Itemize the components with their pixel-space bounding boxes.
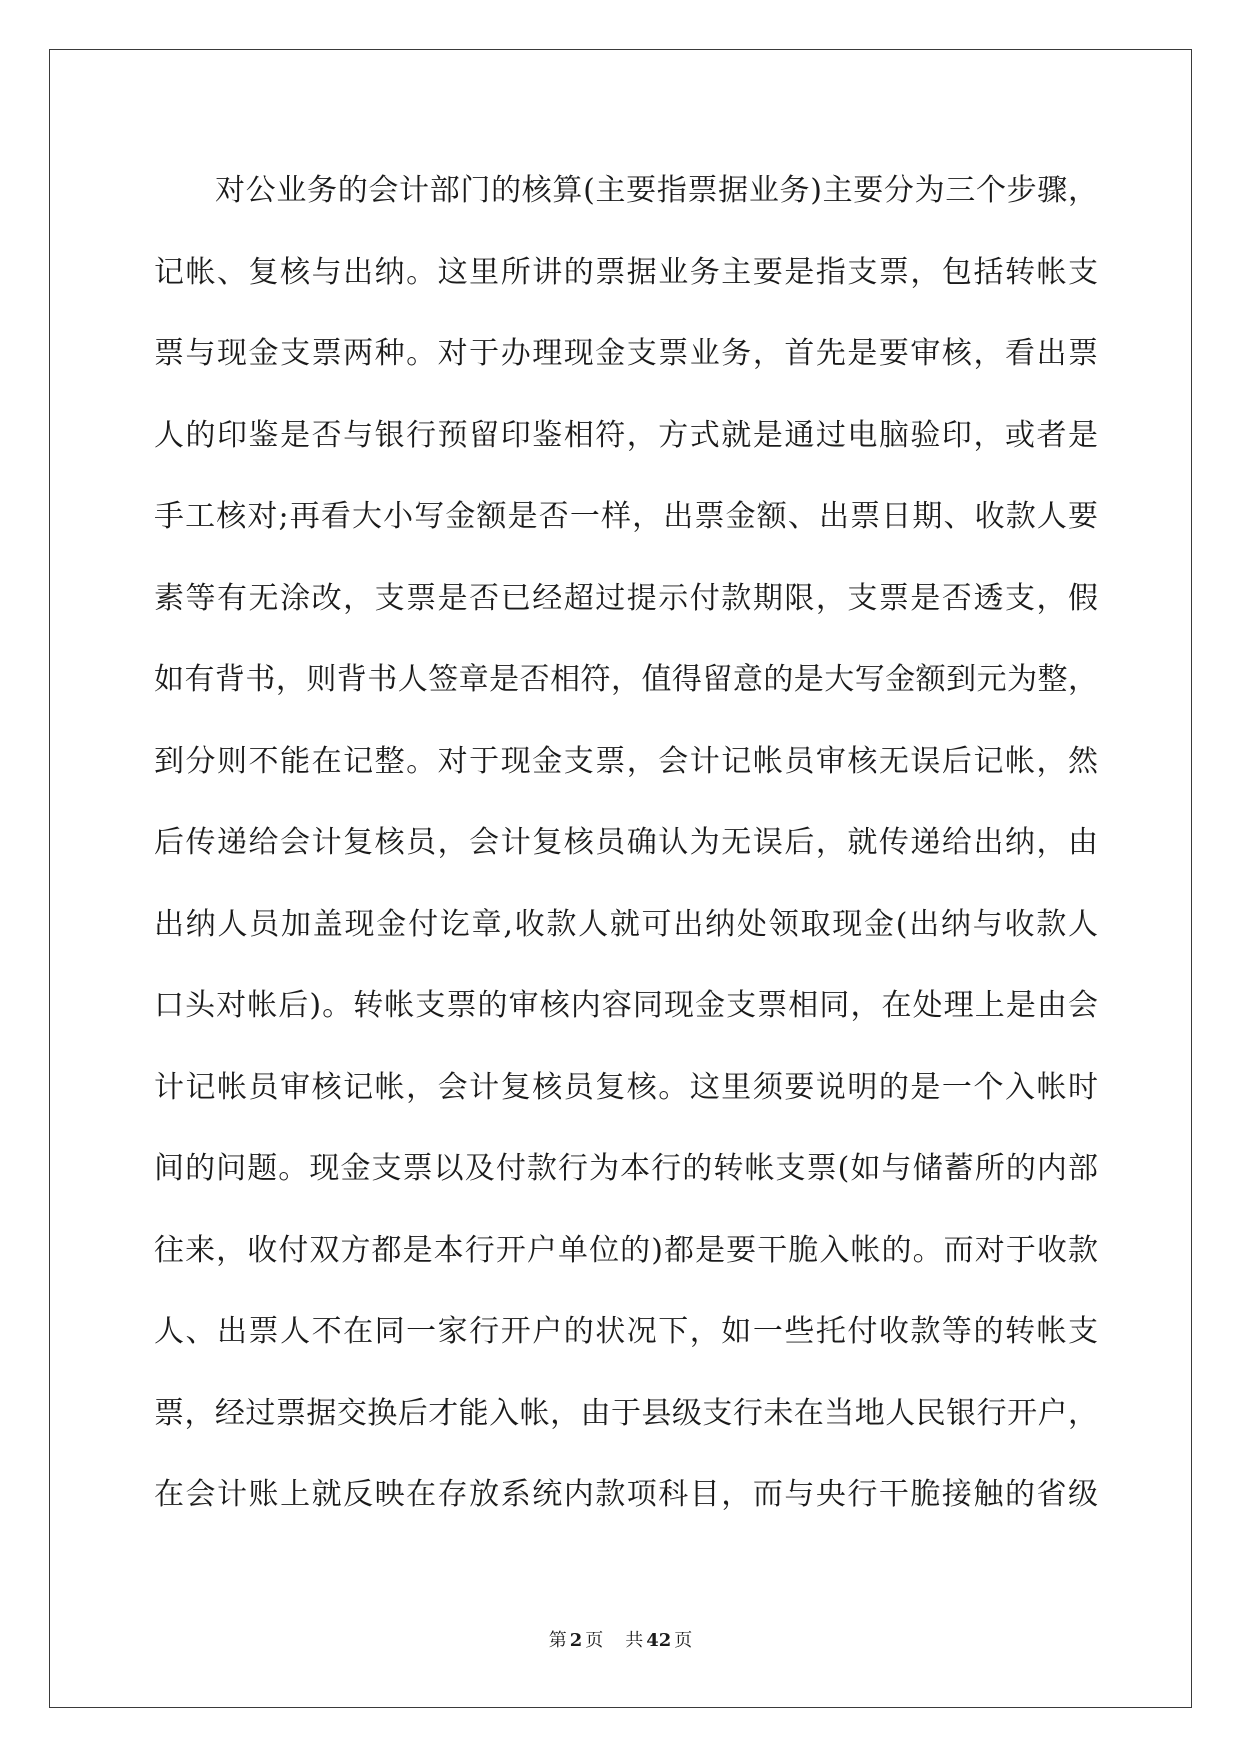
text-line: 票与现金支票两种。对于办理现金支票业务，首先是要审核，看出票 (154, 336, 1098, 371)
current-page-number: 2 (569, 1630, 583, 1651)
text-line: 在会计账上就反映在存放系统内款项科目，而与央行干脆接触的省级 (154, 1477, 1098, 1512)
text-line: 到分则不能在记整。对于现金支票，会计记帐员审核无误后记帐，然 (154, 743, 1098, 779)
text-line: 往来，收付双方都是本行开户单位的)都是要干脆入帐的。而对于收款 (154, 1232, 1098, 1268)
text-line: 手工核对;再看大小写金额是否一样，出票金额、出票日期、收款人要 (154, 499, 1098, 534)
text-line: 素等有无涂改，支票是否已经超过提示付款期限，支票是否透支，假 (154, 580, 1098, 616)
text-line: 间的问题。现金支票以及付款行为本行的转帐支票(如与储蓄所的内部 (154, 1151, 1098, 1186)
text-line: 后传递给会计复核员，会计复核员确认为无误后，就传递给出纳，由 (154, 825, 1098, 860)
text-line: 人的印鉴是否与银行预留印鉴相符，方式就是通过电脑验印，或者是 (154, 417, 1098, 453)
text-line: 计记帐员审核记帐，会计复核员复核。这里须要说明的是一个入帐时 (154, 1069, 1098, 1105)
text-line: 票，经过票据交换后才能入帐，由于县级支行未在当地人民银行开户， (154, 1395, 1098, 1431)
text-line: 如有背书，则背书人签章是否相符，值得留意的是大写金额到元为整， (154, 662, 1098, 697)
text-line: 出纳人员加盖现金付讫章,收款人就可出纳处领取现金(出纳与收款人 (154, 906, 1098, 942)
document-body (154, 150, 1098, 1536)
page-footer (0, 1628, 1241, 1654)
text-line: 人、出票人不在同一家行开户的状况下，如一些托付收款等的转帐支 (154, 1314, 1098, 1349)
text-line: 对公业务的会计部门的核算(主要指票据业务)主要分为三个步骤， (215, 173, 1098, 208)
text-line: 记帐、复核与出纳。这里所讲的票据业务主要是指支票，包括转帐支 (154, 254, 1098, 290)
page-prefix: 第 (548, 1630, 567, 1651)
total-page-count: 42 (646, 1630, 672, 1651)
text-line: 口头对帐后)。转帐支票的审核内容同现金支票相同，在处理上是由会 (154, 988, 1098, 1023)
total-prefix: 共 (625, 1630, 644, 1651)
total-suffix: 页 (674, 1630, 693, 1651)
page-suffix: 页 (585, 1630, 604, 1651)
